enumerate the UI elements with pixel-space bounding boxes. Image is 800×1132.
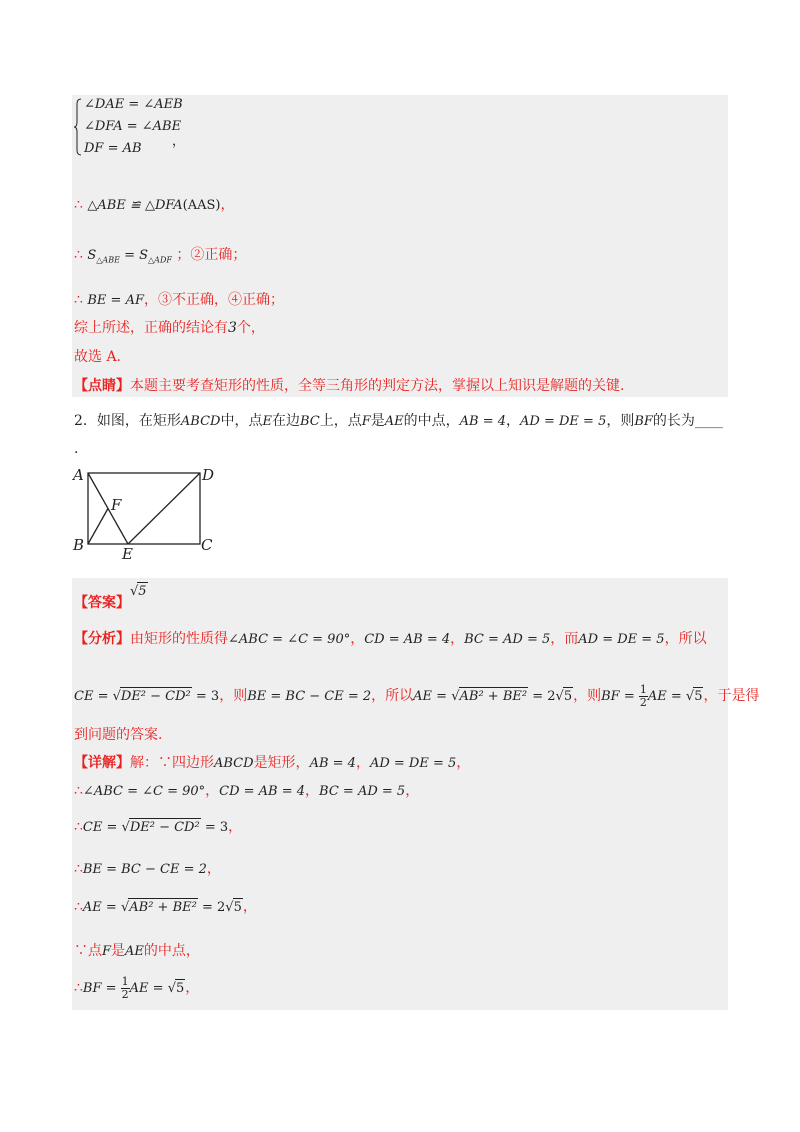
detail-text-3: ，: [355, 755, 370, 771]
analysis-be: BE = BC − CE = 2: [247, 689, 372, 704]
brace-symbol: [74, 98, 82, 156]
detail-line-4: [74, 860, 221, 879]
detail-angle: ∠ABC = ∠C = 90°: [82, 784, 206, 799]
label-f: F: [111, 496, 122, 514]
therefore-symbol: ∴: [74, 899, 83, 915]
area-line: [74, 246, 246, 270]
detail-sep: ，: [205, 783, 220, 799]
be-af-equation: BE = AF: [87, 293, 144, 308]
detail-ce-rhs: = 3: [200, 820, 229, 835]
detail-tag: 【详解】: [74, 755, 130, 771]
detail-be: BE = BC − CE = 2: [82, 862, 207, 877]
congruence-statement: △ABE ≌ △DFA: [87, 198, 183, 213]
question-text-8: ，则: [606, 413, 635, 429]
analysis-bf-lhs: BF =: [601, 689, 639, 704]
label-e: E: [122, 545, 133, 560]
system-tail: ，: [172, 134, 186, 149]
summary-line: [74, 319, 265, 337]
summary-suffix: 个，: [236, 320, 265, 336]
therefore-symbol: ∴: [74, 783, 83, 799]
label-b: B: [73, 536, 85, 554]
given-ab: AB = 4: [459, 414, 507, 429]
given-ad-de: AD = DE = 5: [520, 414, 607, 429]
segment-ae: AE: [384, 414, 404, 429]
analysis-line-3: 到问题的答案.: [74, 727, 163, 743]
question-text-2: 中，点: [220, 413, 263, 429]
analysis-text-9: ，于是得: [703, 688, 760, 704]
because-text: ∵点: [74, 943, 102, 959]
analysis-ae-lhs: AE =: [413, 689, 452, 704]
detail-frac-num: 1: [121, 975, 129, 988]
detail-text-4: ，: [456, 755, 471, 771]
detail-frac-den: 2: [121, 988, 129, 1001]
analysis-frac-num: 1: [639, 683, 647, 696]
analysis-line-1: [74, 630, 707, 649]
segment-bf-line: [88, 509, 108, 545]
question-text-4: 上，点: [319, 413, 362, 429]
analysis-text-2: ，: [350, 631, 365, 647]
detail-line-2: [74, 782, 419, 801]
analysis-ae-root: 5: [563, 689, 573, 704]
analysis-text-6: ，则: [219, 688, 248, 704]
detail-sep: ，: [228, 819, 243, 835]
label-c: C: [201, 536, 213, 554]
detail-ab: AB = 4: [309, 756, 356, 771]
analysis-angle: ∠ABC = ∠C = 90°: [228, 632, 351, 647]
detail-text-1: 解：∵四边形: [130, 755, 214, 771]
question-text-3: 在边: [271, 413, 300, 429]
analysis-ad-de: AD = DE = 5: [578, 632, 665, 647]
point-e: E: [262, 414, 272, 429]
answer-blank: ____: [694, 413, 723, 429]
segment-bf: BF: [634, 414, 653, 429]
detail-sep: ，: [185, 980, 200, 996]
system-eq-3: DF = AB: [84, 141, 142, 156]
area-lhs-sub: △ABE: [96, 255, 120, 265]
detail-ce-lhs: CE =: [82, 820, 122, 835]
detail-ae-rhs: = 2: [197, 900, 226, 915]
analysis-ce-rhs: = 3: [191, 689, 220, 704]
rectangle-abcd: [88, 473, 200, 544]
analysis-frac-den: 2: [639, 696, 647, 709]
detail-line-6: [74, 942, 200, 961]
comment-text: 本题主要考查矩形的性质，全等三角形的判定方法，掌握以上知识是解题的关键.: [130, 378, 625, 394]
detail-ce-radicand: DE² − CD²: [129, 820, 200, 835]
analysis-line-2: CE = √DE² − CD² = 3，则BE = BC − CE = 2，所以AE = √AB² + BE² = 2√5，则BF = $\frac{1}{2}$ AE = √5，于是得: [74, 683, 760, 709]
analysis-ae-radicand: AB² + BE²: [459, 689, 528, 704]
therefore-symbol: ∴: [74, 197, 83, 213]
analysis-ce-radicand: DE² − CD²: [120, 689, 191, 704]
analysis-bf-root: 5: [694, 689, 703, 704]
detail-bf-lhs: BF =: [82, 981, 121, 996]
question-line: [74, 412, 723, 431]
detail-point-f: F: [102, 944, 112, 959]
summary-prefix: 综上所述，正确的结论有: [74, 320, 228, 336]
question-number: 2．: [74, 413, 97, 429]
summary-count: 3: [228, 320, 237, 336]
comment-tag: 【点睛】: [74, 378, 130, 394]
congruence-tail: ，: [220, 197, 235, 213]
detail-line-7: ∴BF = $\frac{1}{2}$ AE = √5，: [74, 975, 200, 1001]
detail-line-5: ∴AE = √AB² + BE² = 2√5，: [74, 899, 257, 915]
therefore-symbol: ∴: [74, 861, 83, 877]
area-conclusion: ；②正确；: [176, 247, 247, 263]
comment-line: [74, 377, 624, 395]
analysis-ce-lhs: CE =: [74, 689, 113, 704]
detail-line-3: ∴CE = √DE² − CD² = 3，: [74, 819, 243, 835]
analysis-ae-rhs: = 2: [528, 689, 556, 704]
therefore-symbol: ∴: [74, 819, 83, 835]
therefore-symbol: ∴: [74, 247, 83, 263]
question-text-1: 如图，在矩形: [96, 413, 181, 429]
answer-line: 【答案】√5: [74, 584, 147, 611]
system-eq-2: ∠DFA = ∠ABE: [84, 119, 182, 134]
detail-cd: CD = AB = 4: [219, 784, 306, 799]
analysis-text-4: ，而: [550, 631, 579, 647]
analysis-bf-mid: AE =: [647, 689, 686, 704]
question-text-5: 是: [370, 413, 385, 429]
be-af-conclusion: ，③不正确，④正确；: [143, 292, 284, 308]
question-text-9: 的长为: [652, 413, 695, 429]
rect-name: ABCD: [180, 414, 221, 429]
detail-bc: BC = AD = 5: [319, 784, 406, 799]
detail-ae-root: 5: [233, 900, 242, 915]
area-rhs: S: [139, 248, 149, 263]
congruence-reason: (AAS): [182, 198, 221, 213]
analysis-text-3: ，: [450, 631, 465, 647]
detail-ae-radicand: AB² + BE²: [129, 900, 197, 915]
detail-ae-lhs: AE =: [82, 900, 121, 915]
analysis-text-7: ，所以: [371, 688, 414, 704]
detail-line-1: [74, 754, 470, 773]
side-bc: BC: [299, 414, 320, 429]
answer-tag: 【答案】: [74, 595, 130, 611]
therefore-symbol: ∴: [74, 980, 83, 996]
rectangle-figure: [72, 462, 222, 560]
label-d: D: [202, 466, 215, 484]
detail-bf-mid: AE =: [129, 981, 168, 996]
be-af-line: [74, 291, 284, 310]
segment-de-line: [128, 473, 200, 544]
detail-sep: ，: [206, 861, 221, 877]
detail-sep: ，: [242, 899, 257, 915]
answer-value: 5: [138, 584, 147, 599]
question-text-7: ，: [506, 413, 521, 429]
analysis-text-5: ，所以: [664, 631, 707, 647]
congruence-line: [74, 196, 235, 215]
detail-sep: ，: [405, 783, 420, 799]
system-eq-1: ∠DAE = ∠AEB: [84, 97, 183, 112]
analysis-cd-ab: CD = AB = 4: [364, 632, 451, 647]
detail-bf-root: 5: [176, 981, 185, 996]
therefore-symbol: ∴: [74, 292, 83, 308]
area-lhs: S: [87, 248, 97, 263]
question-text-6: 的中点，: [403, 413, 460, 429]
detail-sep: ，: [305, 783, 320, 799]
area-equals: =: [119, 248, 140, 263]
analysis-tag: 【分析】: [74, 631, 130, 647]
label-a: A: [73, 466, 84, 484]
detail-ad-de: AD = DE = 5: [369, 756, 457, 771]
point-f: F: [361, 414, 371, 429]
analysis-text-1: 由矩形的性质得: [130, 631, 228, 647]
detail-rect: ABCD: [214, 756, 254, 771]
area-rhs-sub: △ADF: [148, 255, 172, 265]
choice-line: 故选 A.: [74, 349, 122, 365]
question-period: .: [74, 441, 79, 457]
analysis-bc-ad: BC = AD = 5: [464, 632, 551, 647]
detail-text-is: 是: [111, 943, 126, 959]
analysis-text-8: ，则: [573, 688, 602, 704]
detail-text-midpoint: 的中点，: [143, 943, 200, 959]
detail-segment-ae: AE: [125, 944, 144, 959]
detail-text-2: 是矩形，: [253, 755, 310, 771]
